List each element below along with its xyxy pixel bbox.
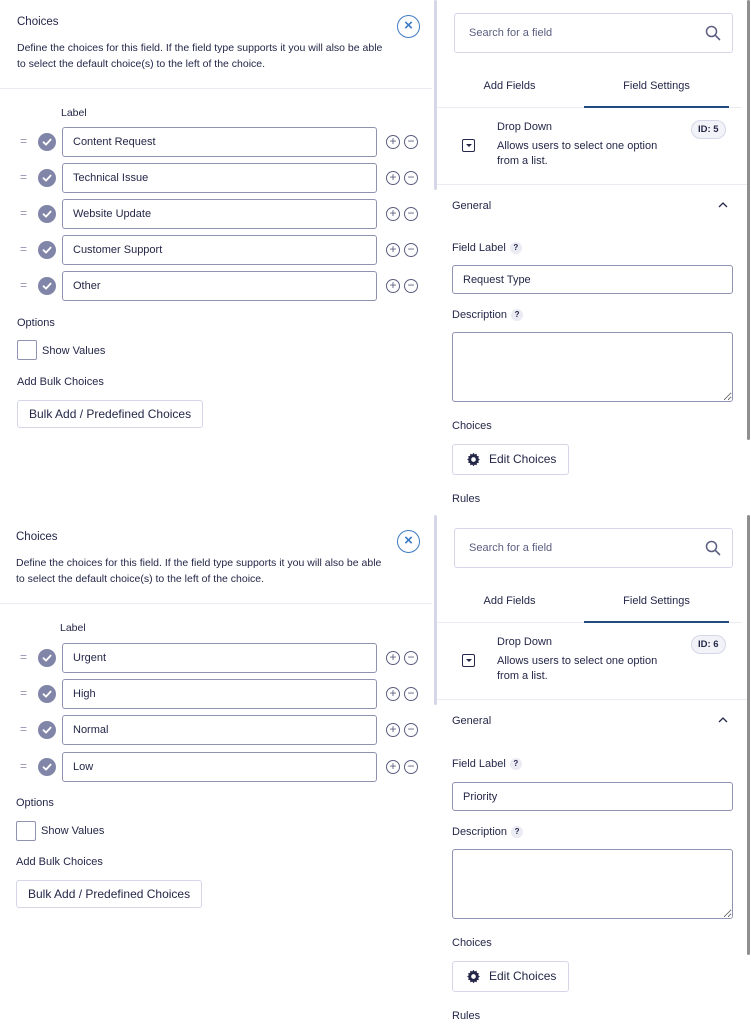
choice-label-input[interactable] bbox=[62, 127, 377, 157]
choice-label-input[interactable] bbox=[62, 199, 377, 229]
choice-row bbox=[0, 271, 432, 301]
field-settings-sidebar bbox=[437, 515, 751, 1024]
search-icon[interactable] bbox=[705, 540, 721, 556]
choices-title: Choices bbox=[17, 16, 59, 28]
choices-description: Define the choices for this field. If the field type supports it you will also be able to select the default choice(s) to the left of the choice. bbox=[17, 42, 383, 70]
remove-choice-icon[interactable]: − bbox=[404, 760, 418, 774]
search-icon[interactable] bbox=[705, 25, 721, 41]
remove-choice-icon[interactable]: − bbox=[404, 687, 418, 701]
field-type-description: Allows users to select one option from a list. bbox=[497, 655, 658, 682]
choice-row bbox=[0, 679, 432, 709]
editor-panel bbox=[0, 515, 751, 1024]
choices-title: Choices bbox=[452, 420, 492, 432]
remove-choice-icon[interactable]: − bbox=[404, 243, 418, 257]
tab-add-fields[interactable]: Add Fields bbox=[483, 80, 536, 92]
default-choice-check-icon[interactable] bbox=[38, 649, 56, 667]
tab-field-settings[interactable]: Field Settings bbox=[584, 64, 729, 108]
remove-choice-icon[interactable]: − bbox=[404, 207, 418, 221]
choice-row bbox=[0, 163, 432, 193]
add-choice-icon[interactable]: + bbox=[386, 687, 400, 701]
description-title bbox=[452, 826, 523, 838]
choice-row bbox=[0, 715, 432, 745]
remove-choice-icon[interactable]: − bbox=[404, 723, 418, 737]
remove-choice-icon[interactable]: − bbox=[404, 171, 418, 185]
field-type-description: Allows users to select one option from a list. bbox=[497, 140, 658, 167]
drag-handle-icon[interactable]: = bbox=[20, 206, 28, 220]
show-values-checkbox[interactable] bbox=[17, 340, 37, 360]
help-icon[interactable]: ? bbox=[510, 242, 522, 254]
edit-choices-button[interactable] bbox=[452, 961, 569, 992]
label-column-header: Label bbox=[60, 622, 86, 634]
close-icon[interactable]: × bbox=[397, 15, 420, 38]
bulk-add-button[interactable]: Bulk Add / Predefined Choices bbox=[17, 400, 203, 428]
show-values-checkbox[interactable] bbox=[16, 821, 36, 841]
show-values-label[interactable]: Show Values bbox=[41, 825, 105, 837]
chevron-up-icon[interactable] bbox=[717, 199, 729, 211]
chevron-up-icon[interactable] bbox=[717, 714, 729, 726]
field-label-text: Field Label bbox=[452, 242, 506, 254]
default-choice-check-icon[interactable] bbox=[38, 758, 56, 776]
field-settings-sidebar bbox=[437, 0, 751, 512]
options-title: Options bbox=[17, 317, 55, 329]
choice-row bbox=[0, 643, 432, 673]
help-icon[interactable]: ? bbox=[511, 826, 523, 838]
remove-choice-icon[interactable]: − bbox=[404, 135, 418, 149]
choice-label-input[interactable] bbox=[62, 163, 377, 193]
sidebar-scrollbar[interactable] bbox=[747, 0, 750, 440]
add-choice-icon[interactable]: + bbox=[386, 171, 400, 185]
dropdown-field-icon bbox=[462, 654, 475, 667]
choice-row bbox=[0, 127, 432, 157]
show-values-label[interactable]: Show Values bbox=[42, 345, 106, 357]
help-icon[interactable]: ? bbox=[510, 758, 522, 770]
choice-label-input[interactable] bbox=[62, 752, 377, 782]
dropdown-field-icon bbox=[462, 139, 475, 152]
label-column-header: Label bbox=[61, 107, 87, 119]
gear-icon bbox=[466, 969, 481, 984]
field-type-name: Drop Down bbox=[497, 636, 553, 648]
field-label-text: Field Label bbox=[452, 758, 506, 770]
drag-handle-icon[interactable]: = bbox=[20, 686, 28, 700]
field-search[interactable] bbox=[454, 13, 733, 53]
choice-label-input[interactable] bbox=[62, 271, 377, 301]
drag-handle-icon[interactable]: = bbox=[20, 650, 28, 664]
search-input[interactable] bbox=[469, 14, 689, 52]
add-choice-icon[interactable]: + bbox=[386, 760, 400, 774]
sidebar-tabs bbox=[437, 579, 742, 623]
choices-flyout bbox=[0, 0, 435, 512]
field-id-badge: ID: 5 bbox=[691, 120, 726, 139]
add-choice-icon[interactable]: + bbox=[386, 135, 400, 149]
remove-choice-icon[interactable]: − bbox=[404, 279, 418, 293]
choices-description: Define the choices for this field. If the field type supports it you will also be able to select the default choice(s) to the left of the choice. bbox=[16, 557, 382, 585]
default-choice-check-icon[interactable] bbox=[38, 241, 56, 259]
help-icon[interactable]: ? bbox=[511, 309, 523, 321]
tab-add-fields[interactable]: Add Fields bbox=[483, 595, 536, 607]
remove-choice-icon[interactable]: − bbox=[404, 651, 418, 665]
choice-label-input[interactable] bbox=[62, 715, 377, 745]
add-choice-icon[interactable]: + bbox=[386, 723, 400, 737]
drag-handle-icon[interactable]: = bbox=[20, 759, 28, 773]
field-info bbox=[437, 623, 747, 700]
field-info bbox=[437, 108, 747, 185]
default-choice-check-icon[interactable] bbox=[38, 133, 56, 151]
rules-title: Rules bbox=[452, 1010, 481, 1022]
choice-row bbox=[0, 752, 432, 782]
field-id-badge: ID: 6 bbox=[691, 635, 726, 654]
drag-handle-icon[interactable]: = bbox=[20, 242, 28, 256]
drag-handle-icon[interactable]: = bbox=[20, 134, 28, 148]
bulk-choices-title: Add Bulk Choices bbox=[16, 856, 103, 868]
add-choice-icon[interactable]: + bbox=[386, 279, 400, 293]
general-section-title[interactable]: General bbox=[452, 200, 492, 212]
drag-handle-icon[interactable]: = bbox=[20, 170, 28, 184]
sidebar-tabs bbox=[437, 64, 742, 108]
field-label-input[interactable] bbox=[452, 265, 733, 294]
general-section-title[interactable]: General bbox=[452, 715, 492, 727]
rules-title: Rules bbox=[452, 493, 481, 505]
search-input[interactable] bbox=[469, 529, 689, 567]
options-title: Options bbox=[16, 797, 54, 809]
drag-handle-icon[interactable]: = bbox=[20, 278, 28, 292]
description-title bbox=[452, 309, 523, 321]
sidebar-scrollbar[interactable] bbox=[747, 515, 750, 955]
tab-field-settings[interactable]: Field Settings bbox=[584, 579, 729, 623]
field-search[interactable] bbox=[454, 528, 733, 568]
add-choice-icon[interactable]: + bbox=[386, 243, 400, 257]
default-choice-check-icon[interactable] bbox=[38, 169, 56, 187]
description-textarea[interactable] bbox=[452, 332, 733, 402]
close-icon[interactable]: × bbox=[397, 530, 420, 553]
choices-flyout bbox=[0, 515, 435, 1024]
choices-header bbox=[0, 0, 432, 89]
choices-header bbox=[0, 515, 432, 604]
choices-title: Choices bbox=[16, 531, 58, 543]
choice-row bbox=[0, 235, 432, 265]
bulk-add-button[interactable]: Bulk Add / Predefined Choices bbox=[16, 880, 202, 908]
field-label-title bbox=[452, 242, 522, 254]
choices-title: Choices bbox=[452, 937, 492, 949]
description-text: Description bbox=[452, 826, 508, 838]
choice-label-input[interactable] bbox=[62, 643, 377, 673]
edit-choices-label: Edit Choices bbox=[489, 969, 557, 983]
default-choice-check-icon[interactable] bbox=[38, 721, 56, 739]
default-choice-check-icon[interactable] bbox=[38, 277, 56, 295]
field-type-name: Drop Down bbox=[497, 121, 553, 133]
add-choice-icon[interactable]: + bbox=[386, 651, 400, 665]
choice-label-input[interactable] bbox=[62, 679, 377, 709]
drag-handle-icon[interactable]: = bbox=[20, 722, 28, 736]
default-choice-check-icon[interactable] bbox=[38, 685, 56, 703]
description-textarea[interactable] bbox=[452, 849, 733, 919]
default-choice-check-icon[interactable] bbox=[38, 205, 56, 223]
choice-label-input[interactable] bbox=[62, 235, 377, 265]
add-choice-icon[interactable]: + bbox=[386, 207, 400, 221]
description-text: Description bbox=[452, 309, 508, 321]
field-label-title bbox=[452, 758, 522, 770]
edit-choices-label: Edit Choices bbox=[489, 452, 557, 466]
edit-choices-button[interactable] bbox=[452, 444, 569, 475]
gear-icon bbox=[466, 452, 481, 467]
bulk-choices-title: Add Bulk Choices bbox=[17, 376, 104, 388]
choice-row bbox=[0, 199, 432, 229]
field-label-input[interactable] bbox=[452, 782, 733, 811]
